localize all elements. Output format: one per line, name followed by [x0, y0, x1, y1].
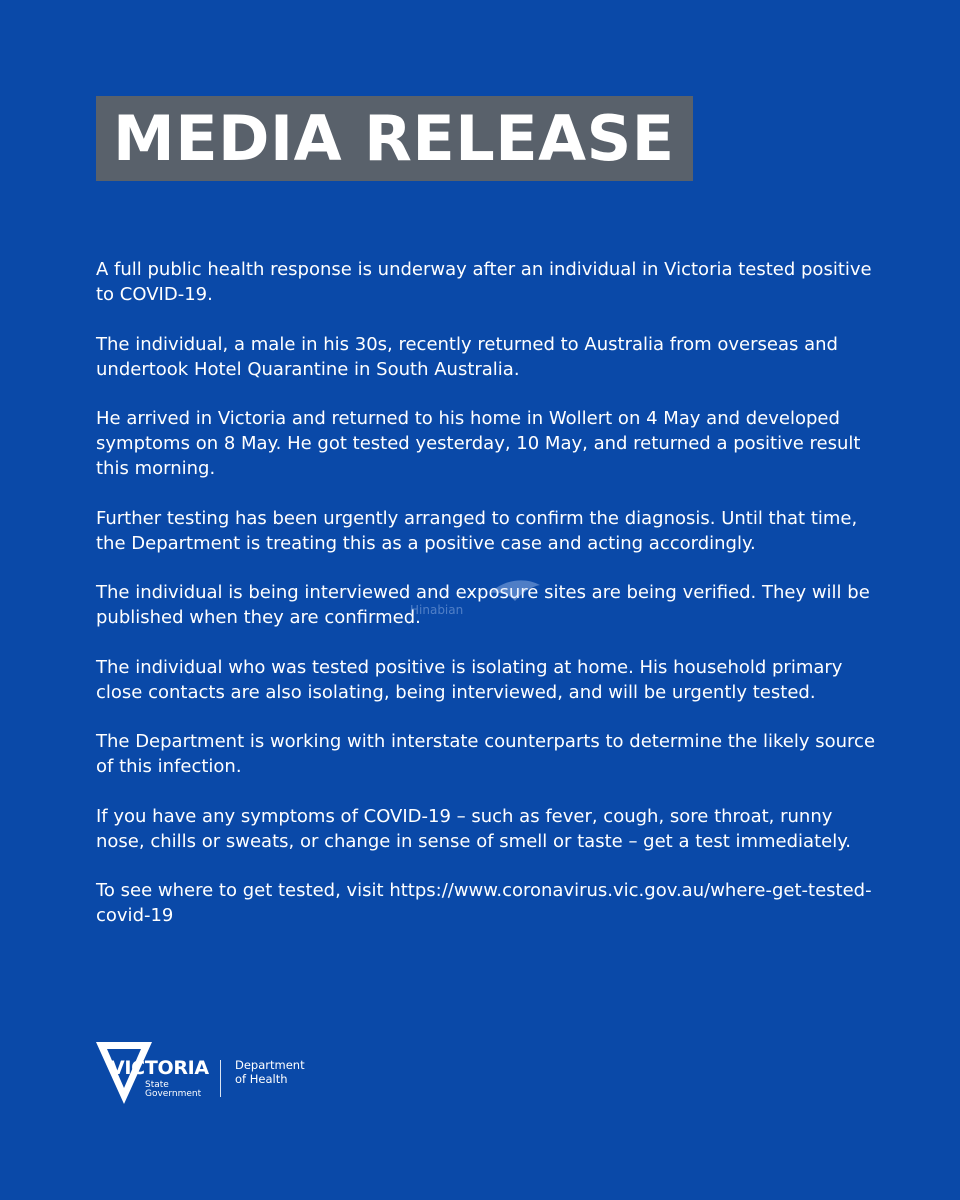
paragraph-6: The individual who was tested positive is isolating at home. His household primary close contacts are also isolating, being interviewed, and will be urgently tested. [96, 656, 843, 703]
paragraph-7: The Department is working with interstate counterparts to determine the likely source of this infection. [96, 731, 876, 777]
page-title: MEDIA RELEASE [113, 102, 675, 175]
logo-divider [220, 1060, 221, 1097]
paragraph-1: A full public health response is underway after an individual in Victoria tested positive to COVID-19. [96, 259, 872, 305]
department-name-line1: Department [235, 1058, 305, 1072]
paragraph-4: Further testing has been urgently arranged to confirm the diagnosis. Until that time, the Department is treating this as a positive case and acting accordingly. [96, 507, 858, 554]
logo-victoria-word: VICTORIA [110, 1057, 209, 1079]
watermark-text: Hinabian [410, 603, 464, 617]
logo-state-text: State [145, 1080, 169, 1090]
logo-government-text: Government [145, 1089, 202, 1099]
title-banner [96, 96, 693, 181]
paragraph-9: To see where to get tested, visit https://www.coronavirus.vic.gov.au/where-get-tested-covid-19 [96, 880, 872, 926]
paragraph-3: He arrived in Victoria and returned to his home in Wollert on 4 May and developed symptoms on 8 May. He got tested yesterday, 10 May, and returned a positive result this morning. [96, 408, 861, 479]
department-name-line2: of Health [235, 1072, 288, 1086]
paragraph-5: The individual is being interviewed and exposure sites are being verified. They will be published when they are confirmed. [96, 582, 870, 628]
paragraph-8: If you have any symptoms of COVID-19 – such as fever, cough, sore throat, runny nose, chills or sweats, or change in sense of smell or taste – get a test immediately. [96, 805, 852, 852]
release-body [96, 257, 876, 953]
victoria-government-logo [96, 1040, 336, 1106]
paragraph-2: The individual, a male in his 30s, recently returned to Australia from overseas and undertook Hotel Quarantine in South Australia. [96, 333, 838, 380]
